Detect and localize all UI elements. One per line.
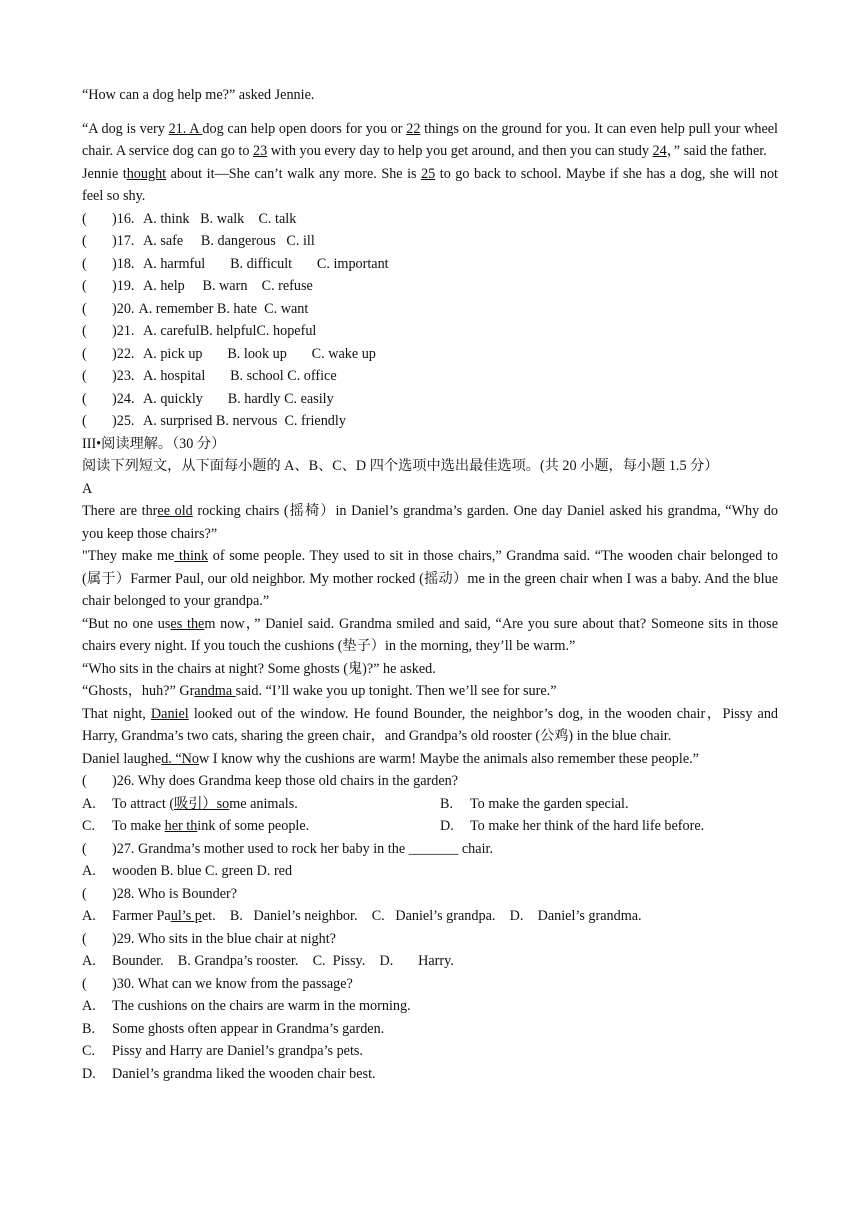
reading-question-27: ( )27. Grandma’s mother used to rock her baby in the _______ chair.: [82, 838, 778, 861]
q29-options: A. Bounder. B. Grandpa’s rooster. C. Pissy. D. Harry.: [82, 953, 454, 969]
passage-paragraph-1: There are three old rocking chairs (摇椅）in Daniel’s grandma’s garden. One day Daniel asked his grandma, “Why do you keep those chairs?”: [82, 503, 778, 542]
section-instructions: 阅读下列短文，从下面每小题的 A、B、C、D 四个选项中选出最佳选项。(共 20 小题，每小题 1.5 分）: [82, 458, 719, 474]
cloze-question-25: ( )25. A. surprised B. nervous C. friendly: [82, 410, 778, 433]
reading-question-28: ( )28. Who is Bounder?: [82, 883, 778, 906]
blank-21: 21. A: [168, 120, 203, 137]
answer-bracket[interactable]: (: [82, 885, 87, 902]
passage-paragraph-7: Daniel laughed. “Now I know why the cushions are warm! Maybe the animals also remember these people.”: [82, 750, 699, 767]
q30-option-a: A. The cushions on the chairs are warm in the morning.: [82, 998, 411, 1014]
blank-24: 24: [652, 143, 667, 159]
passage-paragraph-5: “Ghosts，huh?” Grandma said. “I’ll wake you up tonight. Then we’ll see for sure.”: [82, 683, 557, 699]
passage-paragraph-6: That night, Daniel looked out of the window. He found Bounder, the neighbor’s dog, in the wooden chair，Pissy and Harry, Grandma’s two cats, sharing the green chair，and Grandpa’s old rooster (公鸡) in the blue chair.: [82, 705, 779, 744]
q26-options-row-1: A. To attract (吸引）some animals. B. To make the garden special.: [82, 793, 778, 816]
answer-bracket[interactable]: (: [82, 368, 87, 384]
answer-bracket[interactable]: (: [82, 413, 87, 429]
answer-bracket[interactable]: (: [82, 323, 87, 339]
blank-23: 23: [253, 143, 268, 159]
answer-bracket[interactable]: (: [82, 773, 87, 789]
section-title: III•阅读理解。（30 分）: [82, 435, 226, 452]
cloze-question-20: ( )20. A. remember B. hate C. want: [82, 298, 778, 321]
passage-label: A: [82, 480, 93, 497]
passage-paragraph-2: "They make me think of some people. They used to sit in those chairs,” Grandma said. “The wooden chair belonged to (属于）Farmer Paul, our old neighbor. My mother rocked (摇动）me in the green chair when I was a baby. And the blue chair belonged to your grandpa.”: [82, 548, 778, 609]
answer-bracket[interactable]: (: [82, 255, 87, 272]
q26-option-d: To make her think of the hard life before.: [470, 818, 705, 834]
reading-question-26: ( )26. Why does Grandma keep those old chairs in the garden?: [82, 770, 778, 793]
passage-paragraph-3: “But no one uses them now，” Daniel said. Grandma smiled and said, “Are you sure about that? Someone sits in those chairs every night. If you touch the cushions (垫子）in the morning, they’ll be warm.”: [82, 615, 779, 654]
answer-bracket[interactable]: (: [82, 390, 87, 407]
blank-22: 22: [406, 120, 421, 137]
passage-paragraph-4: “Who sits in the chairs at night? Some ghosts (鬼)?” he asked.: [82, 660, 436, 677]
q27-options: A. wooden B. blue C. green D. red: [82, 863, 293, 879]
cloze-paragraph-3: Jennie thought about it—She can’t walk any more. She is 25 to go back to school. Maybe if she has a dog, she will not feel so shy.: [82, 165, 778, 204]
answer-bracket[interactable]: (: [82, 345, 87, 362]
cloze-question-17: ( )17. A. safe B. dangerous C. ill: [82, 230, 778, 253]
cloze-question-22: ( )22. A. pick up B. look up C. wake up: [82, 343, 778, 366]
reading-question-30: ( )30. What can we know from the passage?: [82, 973, 778, 996]
answer-bracket[interactable]: (: [82, 975, 87, 992]
q26-option-b: To make the garden special.: [470, 795, 629, 812]
answer-bracket[interactable]: (: [82, 233, 87, 249]
cloze-question-21: ( )21. A. carefulB. helpfulC. hopeful: [82, 320, 778, 343]
worksheet-page: [82, 84, 778, 1085]
q30-option-c: C. Pissy and Harry are Daniel’s grandpa’s pets.: [82, 1043, 363, 1059]
cloze-question-19: ( )19. A. help B. warn C. refuse: [82, 275, 778, 298]
answer-bracket[interactable]: (: [82, 840, 87, 857]
cloze-paragraph-1: “How can a dog help me?” asked Jennie.: [82, 87, 315, 103]
q26-option-a: To attract (吸引）some animals.: [112, 795, 298, 812]
answer-bracket[interactable]: (: [82, 210, 87, 227]
answer-bracket[interactable]: (: [82, 300, 87, 317]
cloze-paragraph-2: “A dog is very 21. A dog can help open doors for you or 22 things on the ground for you. It can even help pull your wheel chair. A service dog can go to 23 with you every day to help you get around, and then you can study 24，” said the father.: [82, 120, 778, 159]
q30-option-b: B. Some ghosts often appear in Grandma’s garden.: [82, 1020, 385, 1037]
answer-bracket[interactable]: (: [82, 930, 87, 947]
cloze-question-list: [82, 208, 778, 433]
q28-options: A. Farmer Paul’s pet. B. Daniel’s neighbor. C. Daniel’s grandpa. D. Daniel’s grandma.: [82, 908, 642, 924]
reading-question-29: ( )29. Who sits in the blue chair at night?: [82, 928, 778, 951]
cloze-question-24: ( )24. A. quickly B. hardly C. easily: [82, 388, 778, 411]
cloze-question-18: ( )18. A. harmful B. difficult C. important: [82, 253, 778, 276]
cloze-question-16: ( )16. A. think B. walk C. talk: [82, 208, 778, 231]
cloze-question-23: ( )23. A. hospital B. school C. office: [82, 365, 778, 388]
blank-25: 25: [421, 165, 436, 182]
q26-option-c: To make her think of some people.: [112, 818, 310, 834]
q26-options-row-2: C. To make her think of some people. D. To make her think of the hard life before.: [82, 815, 778, 838]
answer-bracket[interactable]: (: [82, 278, 87, 294]
q30-option-d: D. Daniel’s grandma liked the wooden chair best.: [82, 1065, 376, 1082]
